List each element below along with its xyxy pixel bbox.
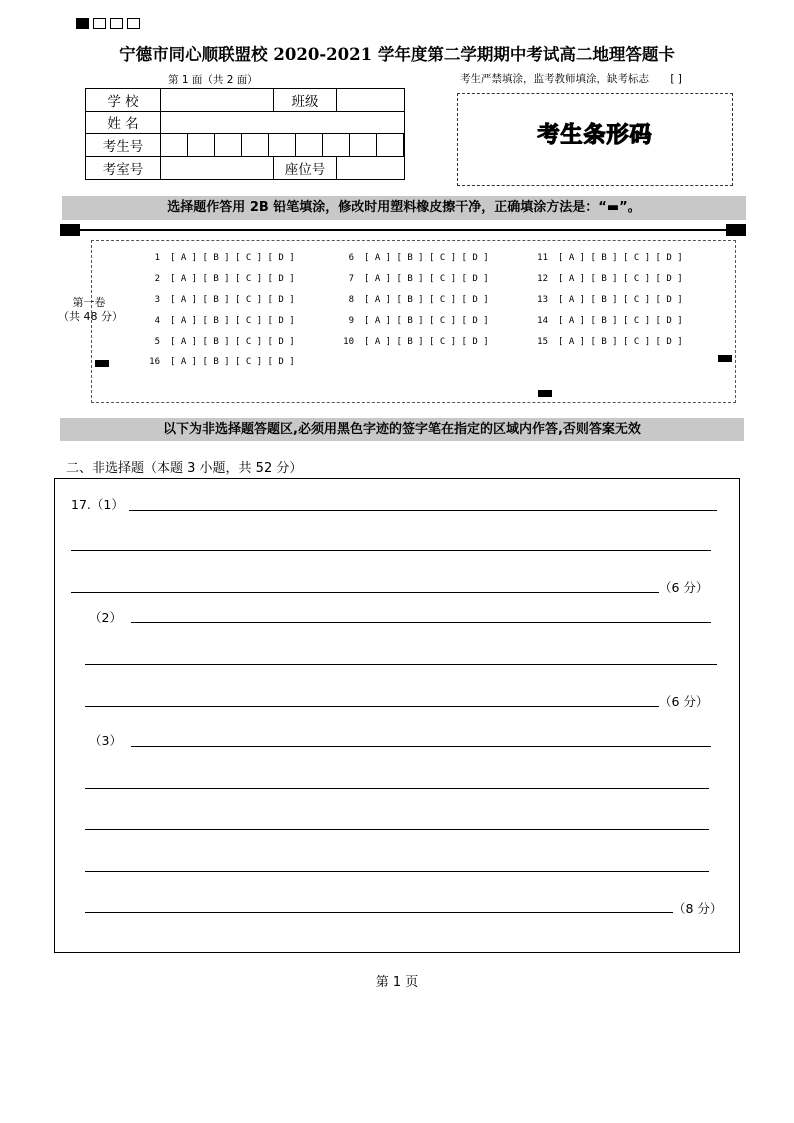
student-info-table	[85, 88, 405, 180]
mc-answer-options[interactable]: [ A ] [ B ] [ C ] [ D ]	[558, 316, 683, 326]
filled-marker	[76, 18, 89, 29]
mc-question-1	[140, 253, 295, 263]
room-label: 考室号	[86, 157, 161, 180]
page-footer: 第 1 页	[375, 975, 419, 990]
mc-answer-options[interactable]: [ A ] [ B ] [ C ] [ D ]	[170, 337, 295, 347]
mc-question-number: 10	[343, 337, 354, 347]
timing-mark	[538, 390, 552, 397]
absent-note-text: 考生严禁填涂，监考教师填涂，缺考标志	[460, 73, 649, 85]
class-label: 班级	[274, 89, 337, 112]
mc-question-2	[140, 274, 295, 284]
mc-answer-options[interactable]: [ A ] [ B ] [ C ] [ D ]	[558, 253, 683, 263]
mc-question-3	[140, 295, 295, 305]
timing-mark	[95, 360, 109, 367]
exam-id-digit-cell[interactable]	[242, 134, 269, 156]
nonchoice-instruction-bar: 以下为非选择题答题区,必须用黑色字迹的签字笔在指定的区域内作答,否则答案无效	[60, 418, 744, 441]
mc-question-number: 1	[154, 253, 160, 263]
q17-part1-score: （6 分）	[659, 580, 709, 595]
answer-line[interactable]	[85, 788, 709, 789]
answer-line[interactable]	[71, 592, 659, 593]
alignment-block	[726, 224, 746, 236]
answer-line[interactable]	[131, 746, 711, 747]
seat-field[interactable]	[337, 157, 405, 180]
barcode-label: 考生条形码	[537, 123, 653, 148]
name-field[interactable]	[161, 111, 405, 134]
mc-question-number: 13	[537, 295, 548, 305]
mc-answer-options[interactable]: [ A ] [ B ] [ C ] [ D ]	[558, 274, 683, 284]
school-field[interactable]	[161, 89, 274, 112]
section1-label	[58, 296, 123, 324]
q17-part3-label: （3）	[89, 733, 122, 748]
answer-line[interactable]	[129, 510, 717, 511]
page-title: 宁德市同心顺联盟校 2020-2021 学年度第二学期期中考试高二地理答题卡	[119, 45, 675, 64]
mc-question-10	[334, 337, 489, 347]
mc-answer-options[interactable]: [ A ] [ B ] [ C ] [ D ]	[364, 337, 489, 347]
mc-answer-options[interactable]: [ A ] [ B ] [ C ] [ D ]	[558, 337, 683, 347]
name-label: 姓 名	[86, 111, 161, 134]
mc-question-number: 12	[537, 274, 548, 284]
mc-answer-options[interactable]: [ A ] [ B ] [ C ] [ D ]	[364, 295, 489, 305]
section2-title: 二、非选择题（本题 3 小题，共 52 分）	[66, 461, 303, 476]
mc-question-5	[140, 337, 295, 347]
timing-mark	[718, 355, 732, 362]
mc-question-number: 14	[537, 316, 548, 326]
mc-question-13	[528, 295, 683, 305]
room-field[interactable]	[161, 157, 274, 180]
instruction-bar: 选择题作答用 2B 铅笔填涂，修改时用塑料橡皮擦干净，正确填涂方法是：“▬”。	[62, 196, 746, 220]
absent-note	[460, 71, 682, 86]
mc-question-15	[528, 337, 683, 347]
section1-label-line2: （共 48 分）	[58, 310, 123, 323]
exam-id-digit-cell[interactable]	[188, 134, 215, 156]
exam-id-digit-cell[interactable]	[215, 134, 242, 156]
page-face-note: 第 1 面（共 2 面）	[168, 74, 258, 86]
empty-marker	[110, 18, 123, 29]
empty-marker	[127, 18, 140, 29]
answer-line[interactable]	[85, 706, 659, 707]
mc-question-8	[334, 295, 489, 305]
mc-answer-options[interactable]: [ A ] [ B ] [ C ] [ D ]	[364, 253, 489, 263]
q17-part1-label: 17.（1）	[71, 497, 124, 512]
mc-answer-options[interactable]: [ A ] [ B ] [ C ] [ D ]	[364, 274, 489, 284]
answer-line[interactable]	[85, 871, 709, 872]
mc-question-number: 16	[149, 357, 160, 367]
corner-markers	[76, 18, 140, 29]
mc-question-number: 7	[348, 274, 354, 284]
exam-id-digit-cell[interactable]	[323, 134, 350, 156]
mc-answer-options[interactable]: [ A ] [ B ] [ C ] [ D ]	[170, 357, 295, 367]
section1-label-line1: 第一卷	[72, 296, 106, 309]
mc-question-12	[528, 274, 683, 284]
exam-id-digit-cell[interactable]	[350, 134, 377, 156]
exam-id-digit-cell[interactable]	[377, 134, 404, 156]
exam-id-digit-cell[interactable]	[269, 134, 296, 156]
mc-question-14	[528, 316, 683, 326]
mc-question-16	[140, 357, 295, 367]
mc-question-number: 9	[348, 316, 354, 326]
exam-id-label: 考生号	[86, 134, 161, 157]
q17-part3-score: （8 分）	[673, 901, 723, 916]
empty-marker	[93, 18, 106, 29]
mc-answer-options[interactable]: [ A ] [ B ] [ C ] [ D ]	[364, 316, 489, 326]
answer-box-q17	[54, 478, 740, 953]
mc-question-number: 11	[537, 253, 548, 263]
mc-answer-options[interactable]: [ A ] [ B ] [ C ] [ D ]	[170, 295, 295, 305]
exam-id-digit-cell[interactable]	[296, 134, 323, 156]
divider-line	[76, 229, 728, 231]
exam-id-digit-cell[interactable]	[161, 134, 188, 156]
school-label: 学 校	[86, 89, 161, 112]
q17-part2-score: （6 分）	[659, 694, 709, 709]
mc-question-number: 4	[154, 316, 160, 326]
mc-answer-options[interactable]: [ A ] [ B ] [ C ] [ D ]	[170, 274, 295, 284]
absent-checkbox[interactable]: [ ]	[670, 73, 682, 85]
mc-question-number: 5	[154, 337, 160, 347]
mc-question-4	[140, 316, 295, 326]
answer-line[interactable]	[85, 912, 673, 913]
mc-answer-options[interactable]: [ A ] [ B ] [ C ] [ D ]	[170, 253, 295, 263]
answer-line[interactable]	[85, 664, 717, 665]
exam-id-field[interactable]	[161, 134, 405, 157]
class-field[interactable]	[337, 89, 405, 112]
answer-line[interactable]	[131, 622, 711, 623]
answer-line[interactable]	[85, 829, 709, 830]
mc-question-7	[334, 274, 489, 284]
mc-answer-options[interactable]: [ A ] [ B ] [ C ] [ D ]	[170, 316, 295, 326]
mc-question-6	[334, 253, 489, 263]
mc-question-number: 15	[537, 337, 548, 347]
mc-question-number: 8	[348, 295, 354, 305]
seat-label: 座位号	[274, 157, 337, 180]
mc-question-number: 3	[154, 295, 160, 305]
q17-part2-label: （2）	[89, 610, 122, 625]
mc-question-number: 6	[348, 253, 354, 263]
answer-line[interactable]	[71, 550, 711, 551]
mc-answer-options[interactable]: [ A ] [ B ] [ C ] [ D ]	[558, 295, 683, 305]
mc-question-11	[528, 253, 683, 263]
mc-question-number: 2	[154, 274, 160, 284]
mc-question-9	[334, 316, 489, 326]
